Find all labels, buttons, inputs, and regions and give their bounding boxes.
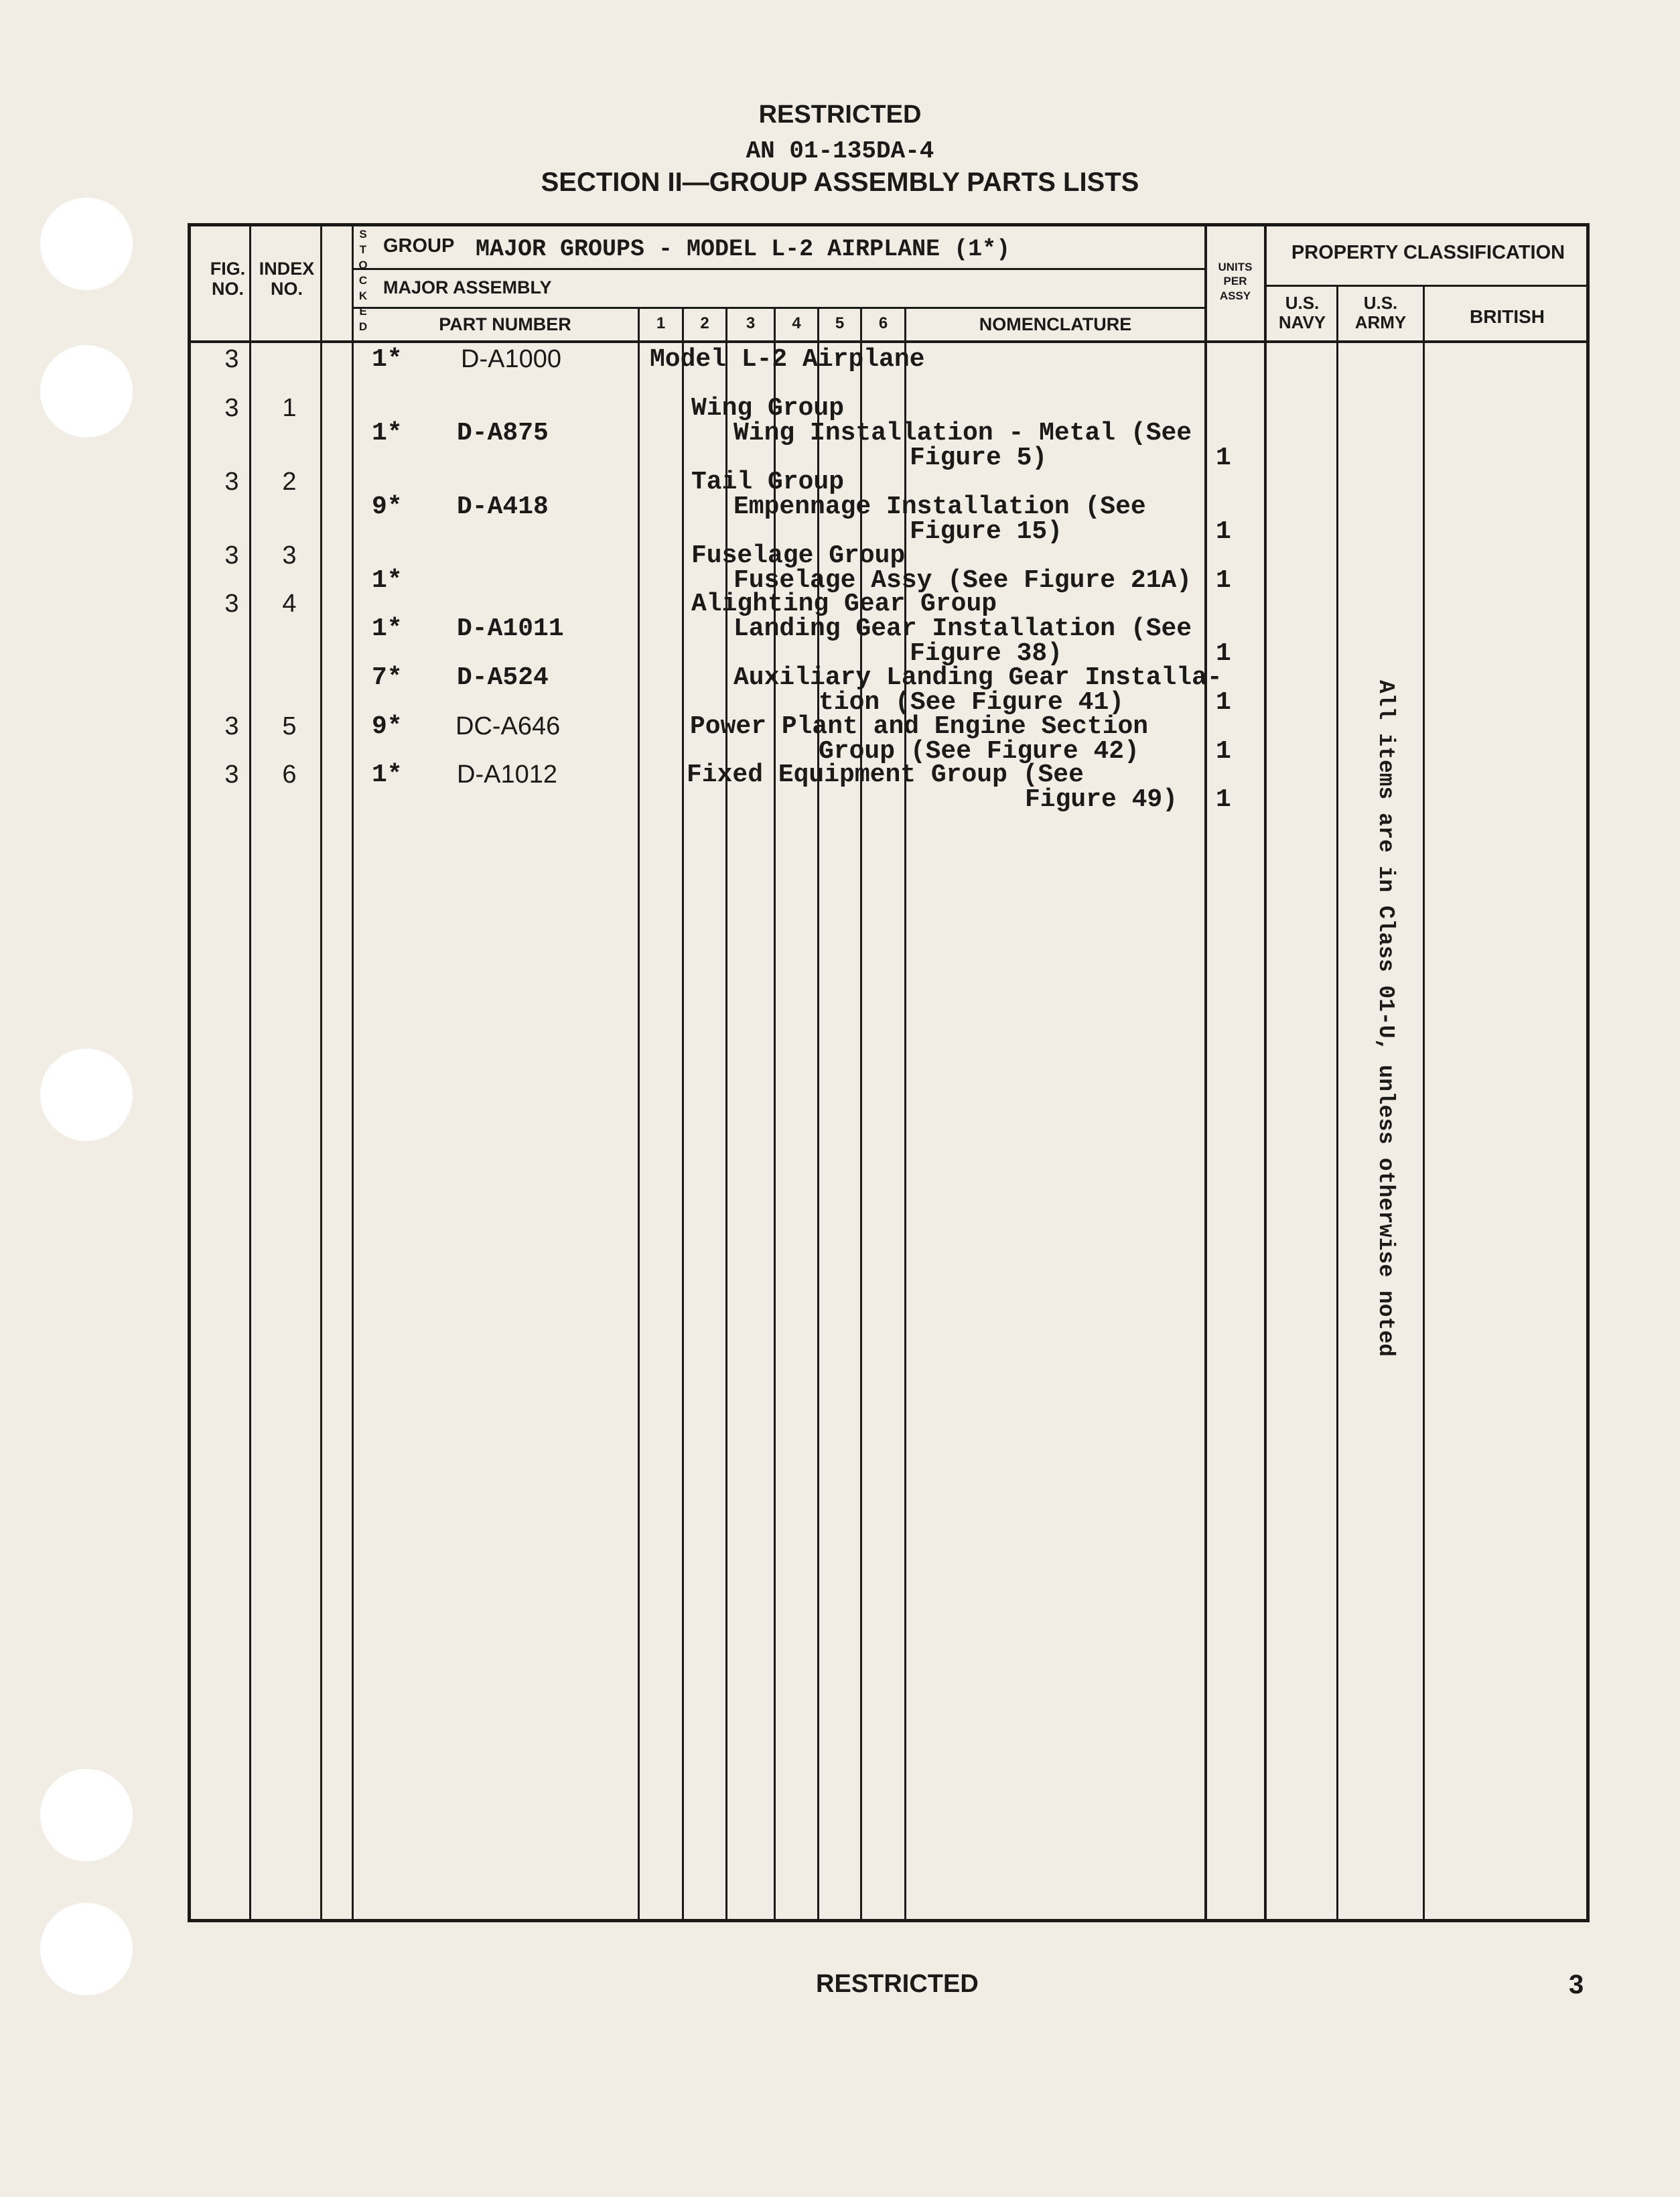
stocked-letter: E: [359, 305, 367, 318]
row-part-number: D-A875: [457, 419, 549, 448]
major-assembly-header: MAJOR ASSEMBLY: [383, 277, 552, 297]
index-no-header: INDEX NO.: [259, 259, 315, 299]
classification-header: RESTRICTED: [758, 101, 922, 129]
column-divider: [1336, 285, 1338, 1922]
row-nomenclature: Alighting Gear Group: [691, 590, 997, 618]
row-nomenclature: Landing Gear Installation (See: [733, 614, 1192, 643]
row-units: 1: [1216, 785, 1231, 814]
row-index-no: 5: [282, 712, 297, 740]
row-units: 1: [1216, 566, 1231, 595]
row-part-number: D-A1012: [457, 760, 557, 789]
column-divider: [682, 307, 684, 1922]
section-title: SECTION II—GROUP ASSEMBLY PARTS LISTS: [541, 168, 1139, 197]
us-army-header: U.S. ARMY: [1354, 293, 1407, 332]
british-header: BRITISH: [1470, 306, 1545, 327]
level-6-header: 6: [878, 314, 888, 332]
column-divider: [1204, 223, 1207, 1922]
row-part-number: D-A1000: [461, 345, 561, 373]
row-nomenclature: tion (See Figure 41): [819, 688, 1125, 717]
binder-hole: [40, 198, 133, 290]
level-3-header: 3: [746, 314, 756, 332]
group-label: GROUP: [383, 235, 455, 257]
row-units: 1: [1216, 517, 1231, 546]
row-index-no: 3: [282, 541, 297, 570]
group-value: MAJOR GROUPS - MODEL L-2 AIRPLANE (1*): [476, 236, 1011, 263]
row-part-number: DC-A646: [456, 712, 561, 740]
binder-hole: [40, 1903, 133, 1995]
row-stocked: 7*: [372, 663, 403, 692]
us-navy-header: U.S. NAVY: [1278, 293, 1326, 332]
row-nomenclature: Fixed Equipment Group (See: [687, 760, 1084, 789]
classification-note: All items are in Class 01-U, unless otherwise noted: [1373, 680, 1398, 1357]
stocked-letter: D: [358, 320, 368, 333]
header-divider: [352, 268, 1206, 270]
document-number: AN 01-135DA-4: [746, 137, 934, 165]
row-stocked: 1*: [372, 760, 403, 789]
row-fig-no: 3: [224, 712, 239, 740]
row-stocked: 1*: [372, 419, 403, 448]
row-nomenclature: Auxiliary Landing Gear Installa-: [733, 663, 1222, 692]
row-units: 1: [1216, 444, 1231, 472]
row-units: 1: [1216, 688, 1231, 717]
row-fig-no: 3: [224, 541, 239, 570]
row-index-no: 6: [282, 760, 297, 789]
row-nomenclature: Tail Group: [691, 468, 845, 496]
stocked-letter: T: [359, 243, 367, 256]
column-divider: [1423, 285, 1425, 1922]
binder-hole: [40, 1049, 133, 1141]
classification-footer: RESTRICTED: [816, 1970, 979, 1998]
stocked-header: [354, 226, 372, 334]
row-nomenclature: Empennage Installation (See: [733, 492, 1146, 521]
column-divider: [638, 307, 640, 1922]
row-stocked: 1*: [372, 566, 403, 595]
row-index-no: 1: [282, 394, 297, 422]
row-units: 1: [1216, 639, 1231, 668]
page-number: 3: [1569, 1970, 1584, 1999]
row-part-number: D-A524: [457, 663, 549, 692]
row-nomenclature: Group (See Figure 42): [819, 737, 1139, 766]
row-nomenclature: Power Plant and Engine Section: [690, 712, 1149, 741]
row-index-no: 4: [282, 590, 297, 618]
row-stocked: 9*: [372, 492, 403, 521]
row-fig-no: 3: [224, 468, 239, 496]
row-nomenclature: Figure 15): [910, 517, 1063, 546]
header-bottom-rule: [188, 340, 1590, 343]
row-stocked: 1*: [372, 614, 403, 643]
row-nomenclature: Wing Installation - Metal (See: [733, 419, 1192, 448]
row-stocked: 1*: [372, 345, 403, 374]
row-nomenclature: Figure 49): [1025, 785, 1178, 814]
level-1-header: 1: [656, 314, 666, 332]
column-divider: [1264, 223, 1267, 1922]
column-divider: [352, 223, 354, 1922]
header-divider: [1264, 285, 1590, 287]
row-nomenclature: Model L-2 Airplane: [650, 345, 925, 374]
property-classification-header: PROPERTY CLASSIFICATION: [1291, 242, 1565, 263]
stocked-letter: C: [358, 274, 368, 287]
units-per-assy-header: UNITS PER ASSY: [1218, 261, 1253, 302]
row-stocked: 9*: [372, 712, 403, 741]
level-2-header: 2: [700, 314, 709, 332]
row-fig-no: 3: [224, 590, 239, 618]
row-nomenclature: Figure 5): [910, 444, 1048, 472]
row-nomenclature: Wing Group: [691, 394, 845, 423]
level-4-header: 4: [792, 314, 801, 332]
level-5-header: 5: [835, 314, 845, 332]
row-fig-no: 3: [224, 345, 239, 373]
row-part-number: D-A418: [457, 492, 549, 521]
row-nomenclature: Fuselage Assy (See Figure 21A): [733, 566, 1192, 595]
part-number-header: PART NUMBER: [439, 314, 571, 334]
row-index-no: 2: [282, 468, 297, 496]
column-divider: [320, 223, 322, 1922]
row-nomenclature: Figure 38): [910, 639, 1063, 668]
stocked-letter: S: [359, 228, 367, 241]
binder-hole: [40, 1769, 133, 1861]
stocked-letter: K: [358, 289, 368, 302]
row-nomenclature: Fuselage Group: [691, 541, 906, 570]
stocked-letter: O: [358, 259, 368, 271]
row-fig-no: 3: [224, 394, 239, 422]
binder-hole: [40, 345, 133, 438]
fig-no-header: FIG. NO.: [210, 259, 246, 299]
row-fig-no: 3: [224, 760, 239, 789]
nomenclature-header: NOMENCLATURE: [979, 314, 1132, 334]
row-units: 1: [1216, 737, 1231, 766]
row-part-number: D-A1011: [457, 614, 564, 643]
header-divider: [352, 307, 1206, 309]
